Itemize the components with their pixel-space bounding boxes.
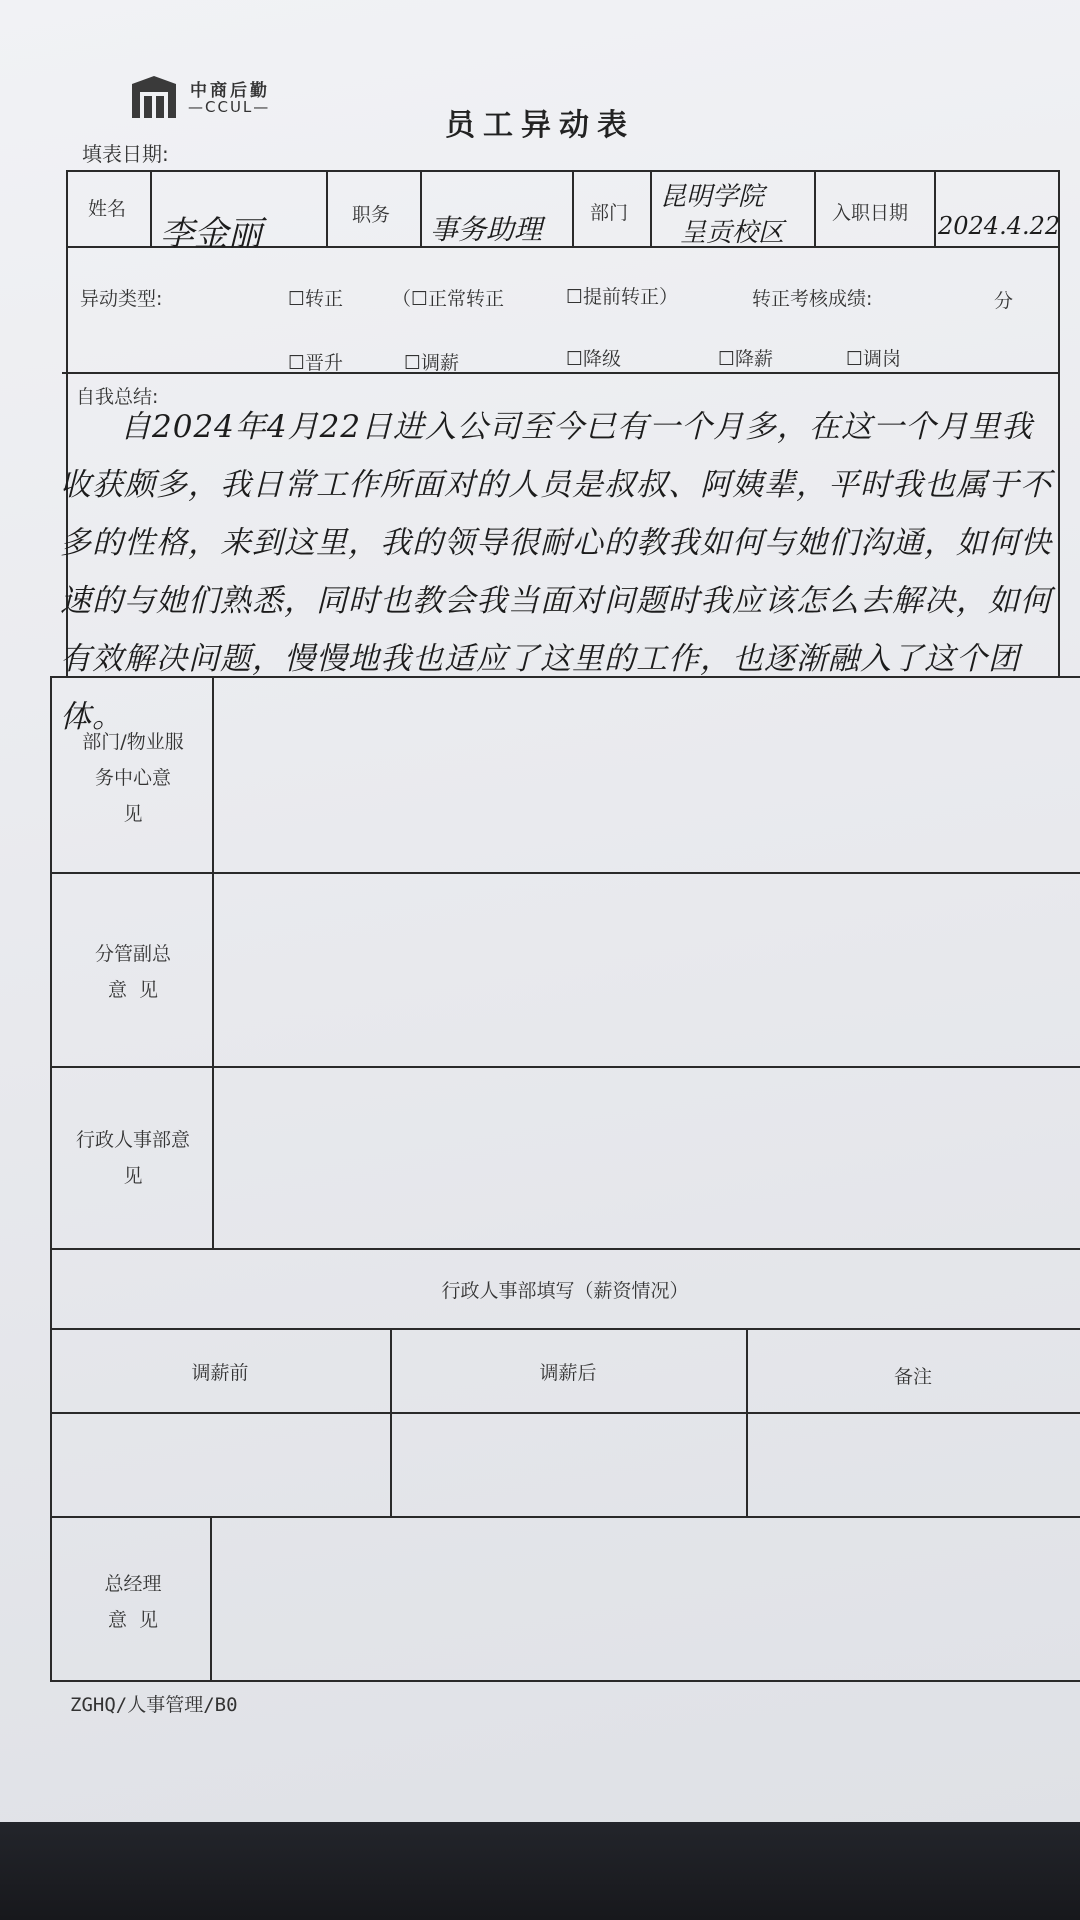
gm-opinion-line1: 总经理 <box>104 1573 162 1595</box>
col-sep <box>572 170 574 248</box>
dept-opinion-line1: 部门/物业服 <box>82 731 184 753</box>
logo-chinese-text: 中商后勤 <box>190 81 270 101</box>
opinion-row-sep <box>50 1248 1080 1250</box>
hr-opinion-line2: 见 <box>123 1165 143 1187</box>
change-type-label: 异动类型: <box>80 288 163 310</box>
salary-header-bottom <box>50 1412 1080 1414</box>
col-sep <box>814 170 816 248</box>
gm-opinion-line2: 意 见 <box>107 1609 159 1631</box>
salary-before-header: 调薪前 <box>191 1362 249 1384</box>
col-sep <box>650 170 652 248</box>
regularize-checkbox[interactable]: ☐转正 <box>288 288 344 310</box>
opinion-label-col-sep <box>212 676 214 1250</box>
salary-col-sep <box>746 1328 748 1516</box>
salary-adjust-checkbox[interactable]: ☐调薪 <box>404 352 460 374</box>
opinion-row-sep <box>50 872 1080 874</box>
gm-opinion-label <box>58 1566 208 1638</box>
salary-row-bottom <box>50 1516 1080 1518</box>
salary-title-bottom <box>50 1328 1080 1330</box>
table-bottom-border <box>52 1680 1080 1682</box>
col-sep <box>420 170 422 248</box>
promotion-checkbox[interactable]: ☐晋升 <box>288 352 344 374</box>
salary-col-sep <box>390 1328 392 1516</box>
score-unit: 分 <box>994 290 1014 312</box>
dept-value-line1: 昆明学院 <box>660 182 765 212</box>
dept-opinion-label <box>58 724 208 832</box>
demotion-checkbox[interactable]: ☐降级 <box>566 348 622 370</box>
transfer-checkbox[interactable]: ☐调岗 <box>846 348 902 370</box>
gm-label-col-sep <box>210 1516 212 1682</box>
dept-opinion-line2: 务中心意 <box>94 767 171 789</box>
logo-english-text: —CCUL— <box>188 98 271 116</box>
position-label: 职务 <box>352 204 391 226</box>
form-title: 员工异动表 <box>445 108 635 143</box>
background-surface <box>0 1822 1080 1920</box>
hr-opinion-line1: 行政人事部意 <box>75 1129 190 1151</box>
name-label: 姓名 <box>88 198 127 220</box>
col-sep <box>934 170 936 248</box>
table-left-border-lower <box>50 676 52 1682</box>
score-label: 转正考核成绩: <box>752 288 873 310</box>
hr-opinion-label <box>58 1122 208 1194</box>
dept-opinion-line3: 见 <box>123 803 143 825</box>
form-code: ZGHQ/人事管理/B0 <box>70 1694 238 1716</box>
salary-section-title: 行政人事部填写（薪资情况） <box>441 1280 689 1302</box>
summary-handwritten-text: 自2024年4月22日进入公司至今已有一个月多，在这一个月里我收获颇多，我日常工作所面对的人员是叔叔、阿姨辈，平时我也属于不多的性格，来到这里，我的领导很耐心的教我如何与她们沟通，如何快速的与她们熟悉，同时也教会我当面对问题时我应该怎么去解决，如何有效解决问题，慢慢地我也适应了这里的工作，也逐渐融入了这个团体。 <box>60 409 1052 735</box>
early-regularize-checkbox[interactable]: ☐提前转正） <box>566 286 679 308</box>
vp-opinion-line1: 分管副总 <box>94 943 171 965</box>
vp-opinion-line2: 意 见 <box>107 979 159 1001</box>
hire-date-label: 入职日期 <box>832 202 909 224</box>
salary-cut-checkbox[interactable]: ☐降薪 <box>718 348 774 370</box>
salary-after-header: 调薪后 <box>539 1362 597 1384</box>
summary-label: 自我总结: <box>76 386 159 408</box>
position-value: 事务助理 <box>430 213 543 246</box>
col-sep <box>326 170 328 248</box>
dept-value-line2: 呈贡校区 <box>680 218 785 248</box>
normal-regularize-checkbox[interactable]: （☐正常转正 <box>392 288 505 310</box>
change-row-bottom-border <box>62 372 1060 374</box>
opinion-row-sep <box>50 1066 1080 1068</box>
col-sep <box>150 170 152 248</box>
hire-date-value: 2024.4.22 <box>938 212 1061 240</box>
salary-remark-header: 备注 <box>893 1366 932 1388</box>
name-value: 李金丽 <box>160 214 262 254</box>
vp-opinion-label <box>58 936 208 1008</box>
dept-label: 部门 <box>590 202 629 224</box>
table-top-border <box>66 170 1060 172</box>
fill-date-label: 填表日期: <box>82 142 169 166</box>
